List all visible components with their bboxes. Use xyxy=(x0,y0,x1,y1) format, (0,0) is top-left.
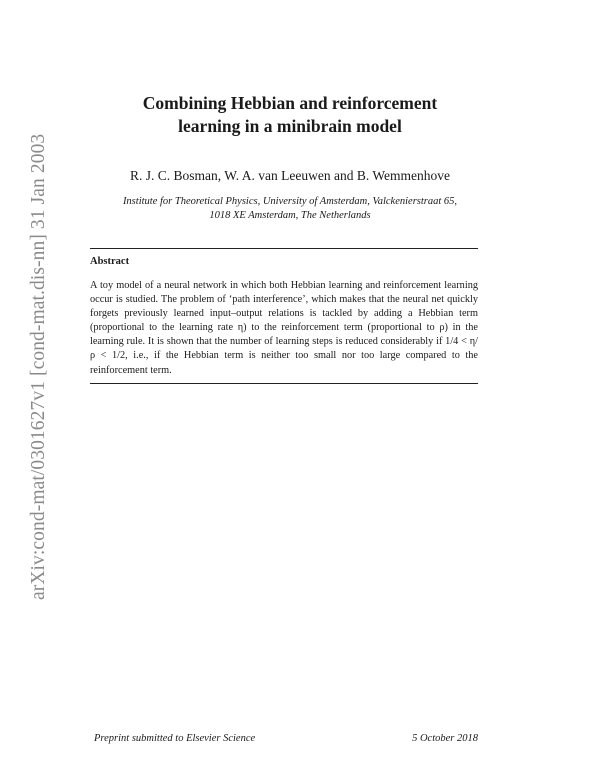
paper-title xyxy=(90,92,490,138)
preprint-date: 5 October 2018 xyxy=(412,733,478,744)
title-line-1: Combining Hebbian and reinforcement xyxy=(142,93,438,113)
paper-affiliation xyxy=(80,195,500,223)
abstract-top-rule xyxy=(90,248,478,249)
affiliation-line-1: Institute for Theoretical Physics, University of Amsterdam, Valckenierstraat 65, xyxy=(122,196,458,207)
arxiv-identifier-stamp: arXiv:cond-mat/0301627v1 [cond-mat.dis-nn] 31 Jan 2003 xyxy=(28,133,49,600)
title-line-2: learning in a minibrain model xyxy=(178,116,402,136)
abstract-bottom-rule xyxy=(90,383,478,384)
affiliation-line-2: 1018 XE Amsterdam, The Netherlands xyxy=(209,210,371,221)
abstract-heading: Abstract xyxy=(90,256,130,267)
abstract-text: A toy model of a neural network in which both Hebbian learning and reinforcement learning occur is studied. The problem of ‘path interference’, which makes that the neural net quickly forgets previously learned input–output relations is tackled by adding a Hebbian term (proportional to the learning rate η) to the reinforcement term (proportional to ρ) in the learning rule. It is shown that the number of learning steps is reduced considerably if 1/4 < η/ρ < 1/2, i.e., if the Hebbian term is neither too small nor too large compared to the reinforcement term. xyxy=(90,280,478,376)
preprint-note: Preprint submitted to Elsevier Science xyxy=(94,733,256,744)
paper-authors: R. J. C. Bosman, W. A. van Leeuwen and B. Wemmenhove xyxy=(129,168,450,183)
